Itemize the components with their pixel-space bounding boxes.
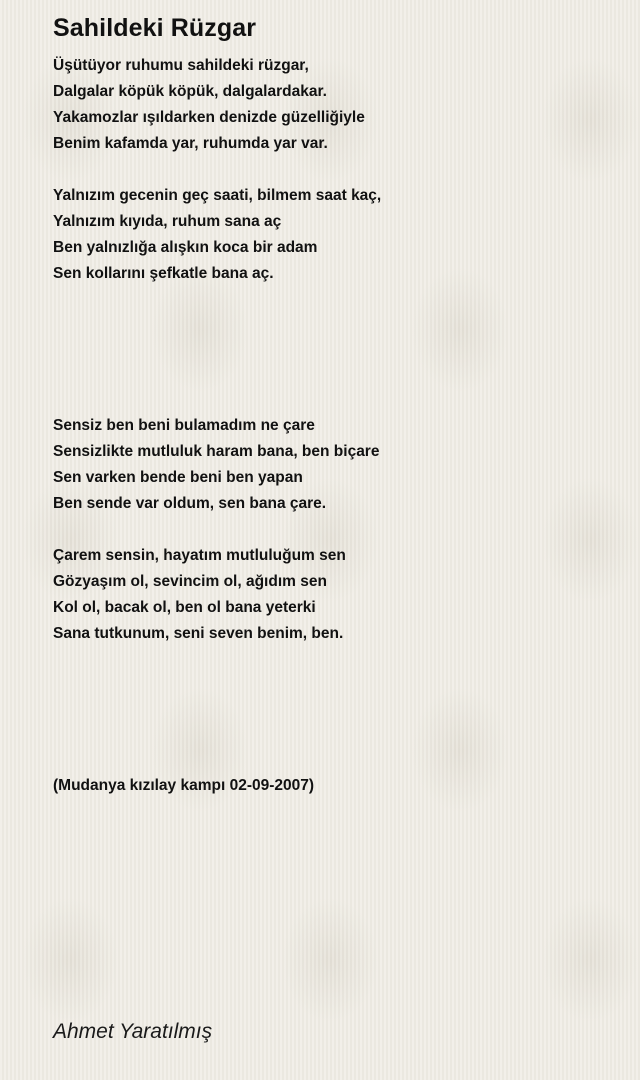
poem-line: Kol ol, bacak ol, ben ol bana yeterki [53, 599, 316, 616]
poem-line: Sana tutkunum, seni seven benim, ben. [53, 625, 344, 642]
poem-line: Yakamozlar ışıldarken denizde güzelliğiyle [53, 109, 365, 126]
poem-line: Sen kollarını şefkatle bana aç. [53, 265, 274, 282]
poem-line: Dalgalar köpük köpük, dalgalardakar. [53, 83, 327, 100]
poem-line: Yalnızım kıyıda, ruhum sana aç [53, 213, 282, 230]
stanza-3 [53, 413, 379, 517]
stanza-2 [53, 183, 381, 287]
poem-line: Sen varken bende beni ben yapan [53, 469, 303, 486]
poem-line: Çarem sensin, hayatım mutluluğum sen [53, 547, 346, 564]
poem-line: Gözyaşım ol, sevincim ol, ağıdım sen [53, 573, 327, 590]
stanza-1 [53, 53, 365, 157]
stanza-4 [53, 543, 346, 647]
poem-line: Üşütüyor ruhumu sahildeki rüzgar, [53, 57, 309, 74]
poem-line: Ben yalnızlığa alışkın koca bir adam [53, 239, 318, 256]
poem-line: Sensiz ben beni bulamadım ne çare [53, 417, 315, 434]
poem-line: Sensizlikte mutluluk haram bana, ben biçare [53, 443, 380, 460]
poem-author: Ahmet Yaratılmış [53, 1020, 213, 1043]
poem-line: Benim kafamda yar, ruhumda yar var. [53, 135, 328, 152]
poem-line: Yalnızım gecenin geç saati, bilmem saat kaç, [53, 187, 382, 204]
poem-line: Ben sende var oldum, sen bana çare. [53, 495, 327, 512]
poem-title: Sahildeki Rüzgar [53, 14, 257, 42]
poem-date-note: (Mudanya kızılay kampı 02-09-2007) [53, 777, 315, 794]
